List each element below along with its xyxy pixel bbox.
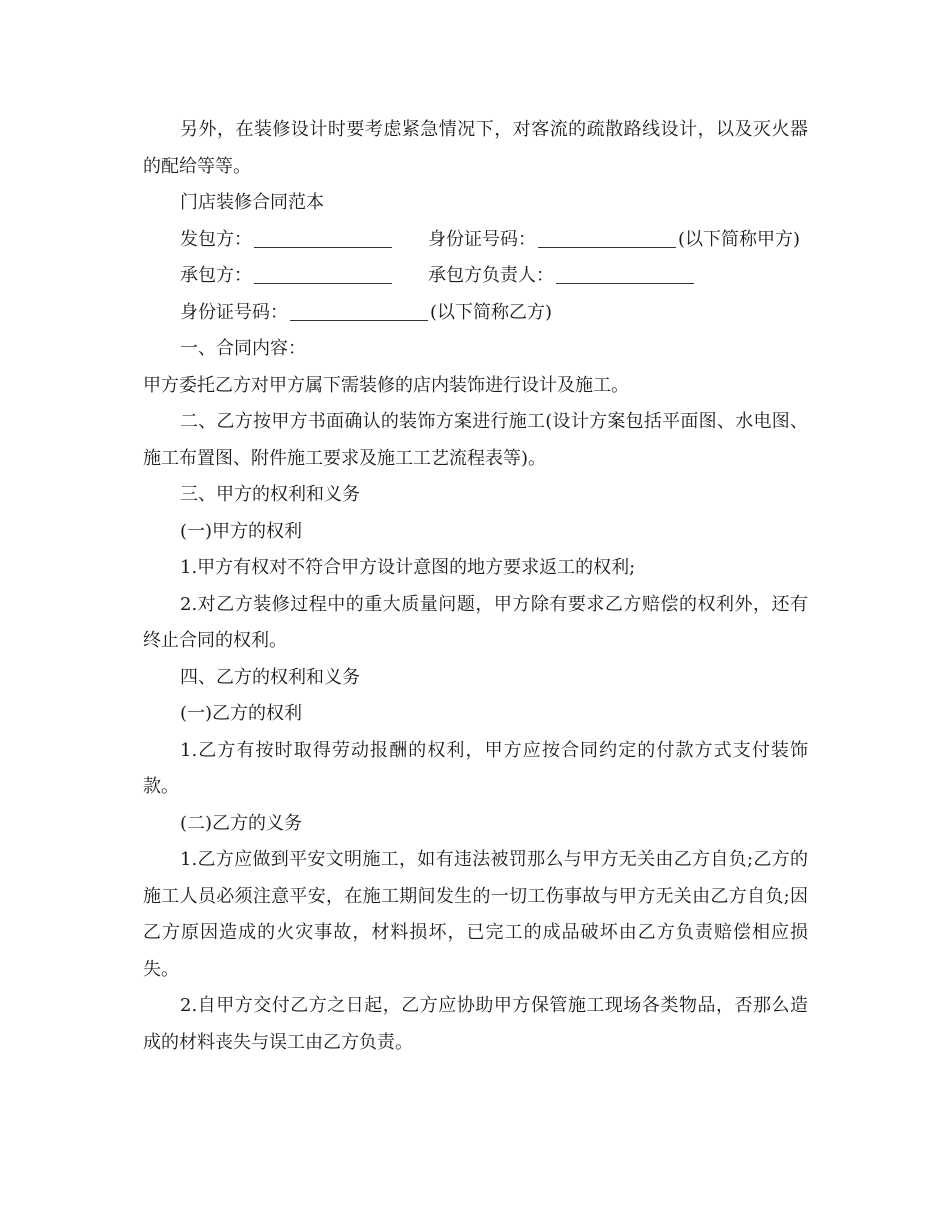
section-3-item-2: 2.对乙方装修过程中的重大质量问题，甲方除有要求乙方赔偿的权利外，还有终止合同的权利。: [143, 593, 808, 651]
party-a-label: 发包方：: [180, 228, 252, 250]
section-4-sub-2: (二)乙方的义务: [180, 812, 303, 834]
party-b-suffix: (以下简称乙方): [430, 301, 553, 323]
party-a-id-blank: [538, 227, 676, 248]
party-a-line: [143, 222, 808, 259]
party-a-suffix: (以下简称甲方): [678, 228, 801, 250]
party-a-id-label: 身份证号码：: [428, 228, 536, 250]
party-b-line: [143, 258, 808, 295]
section-1-title: 一、合同内容：: [180, 338, 306, 359]
section-1-text: 甲方委托乙方对甲方属下需装修的店内装饰进行设计及施工。: [143, 374, 629, 396]
document-page: [143, 112, 808, 1061]
party-b-head-label: 承包方负责人：: [428, 265, 554, 286]
party-b-blank: [254, 263, 392, 284]
section-4-sub-1: (一)乙方的权利: [180, 703, 303, 724]
paragraph-emergency: 另外，在装修设计时要考虑紧急情况下，对客流的疏散路线设计，以及灭火器的配给等等。: [143, 119, 808, 177]
party-b-id-line: [143, 295, 808, 332]
section-3-sub-1: (一)甲方的权利: [180, 520, 303, 542]
party-a-blank: [254, 227, 392, 248]
section-3-title: 三、甲方的权利和义务: [180, 484, 360, 505]
section-4-duty-1: 1.乙方应做到平安文明施工，如有违法被罚那么与甲方无关由乙方自负;乙方的施工人员必须注意平安，在施工期间发生的一切工伤事故与甲方无关由乙方自负;因乙方原因造成的火灾事故，材料损坏，已完工的成品破坏由乙方负责赔偿相应损失。: [143, 849, 808, 980]
section-2-text: 二、乙方按甲方书面确认的装饰方案进行施工(设计方案包括平面图、水电图、施工布置图、附件施工要求及施工工艺流程表等)。: [143, 411, 808, 469]
section-4-title: 四、乙方的权利和义务: [180, 666, 360, 688]
party-b-id-label: 身份证号码：: [180, 301, 288, 323]
contract-title: 门店装修合同范本: [180, 192, 324, 213]
party-b-id-blank: [290, 300, 428, 321]
party-b-head-blank: [556, 263, 694, 284]
section-4-duty-2: 2.自甲方交付乙方之日起，乙方应协助甲方保管施工现场各类物品，否那么造成的材料丧失与误工由乙方负责。: [143, 995, 808, 1053]
section-3-item-1: 1.甲方有权对不符合甲方设计意图的地方要求返工的权利;: [180, 557, 636, 578]
party-b-label: 承包方：: [180, 265, 252, 286]
section-4-item-1: 1.乙方有按时取得劳动报酬的权利，甲方应按合同约定的付款方式支付装饰款。: [143, 739, 808, 797]
